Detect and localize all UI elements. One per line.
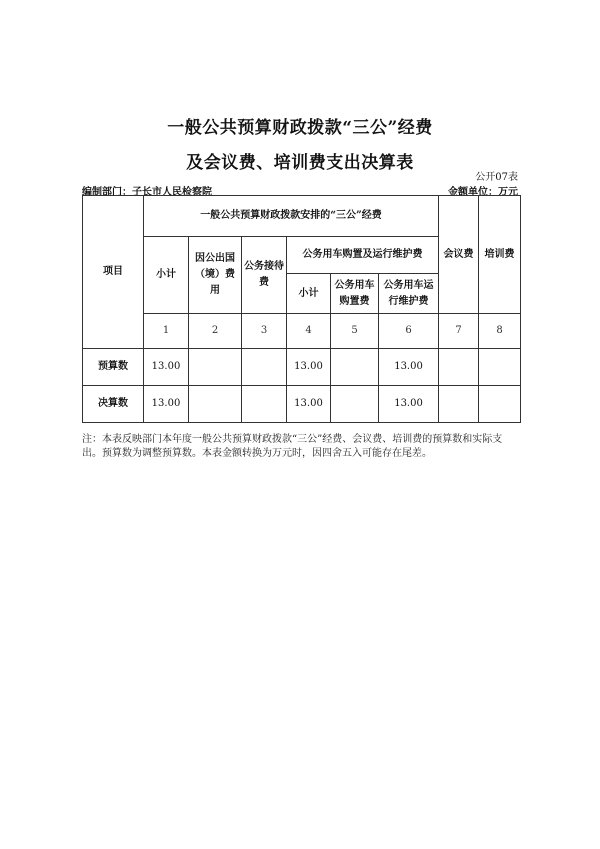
cell-budget-training	[479, 349, 521, 386]
cell-actual-vehicle-operation: 13.00	[379, 386, 439, 423]
column-index: 4	[287, 314, 331, 349]
cell-actual-training	[479, 386, 521, 423]
header-vehicle-operation: 公务用车运行维护费	[379, 274, 439, 314]
header-item: 项目	[83, 196, 144, 349]
cell-budget-vehicle-subtotal: 13.00	[287, 349, 331, 386]
table-row-budget	[83, 349, 521, 386]
column-index: 8	[479, 314, 521, 349]
expenditure-table	[82, 195, 521, 423]
column-index: 1	[144, 314, 189, 349]
header-reception-fee: 公务接待费	[242, 237, 287, 314]
header-meeting-fee: 会议费	[439, 196, 479, 314]
cell-budget-reception	[242, 349, 287, 386]
cell-budget-meeting	[439, 349, 479, 386]
cell-actual-abroad	[189, 386, 242, 423]
header-vehicle-subtotal: 小计	[287, 274, 331, 314]
cell-actual-meeting	[439, 386, 479, 423]
cell-actual-subtotal: 13.00	[144, 386, 189, 423]
report-title-line2: 及会议费、培训费支出决算表	[186, 153, 414, 173]
table-row-actual	[83, 386, 521, 423]
row-label-budget: 预算数	[83, 349, 144, 386]
form-code: 公开07表	[475, 172, 518, 183]
row-label-actual: 决算数	[83, 386, 144, 423]
department-label: 编制部门：子长市人民检察院	[82, 187, 212, 198]
cell-budget-vehicle-operation: 13.00	[379, 349, 439, 386]
header-abroad-fee: 因公出国（境）费用	[189, 237, 242, 314]
header-subtotal: 小计	[144, 237, 189, 314]
header-vehicle-purchase: 公务用车购置费	[331, 274, 379, 314]
report-title-line1: 一般公共预算财政拨款“三公”经费	[167, 118, 433, 138]
column-index: 7	[439, 314, 479, 349]
cell-budget-abroad	[189, 349, 242, 386]
table-footnote: 注：本表反映部门本年度一般公共预算财政拨款“三公”经费、会议费、培训费的预算数和实际支出。预算数为调整预算数。本表金额转换为万元时，因四舍五入可能存在尾差。	[82, 434, 503, 459]
column-index: 3	[242, 314, 287, 349]
header-three-public-group: 一般公共预算财政拨款安排的“三公”经费	[144, 196, 439, 237]
cell-budget-subtotal: 13.00	[144, 349, 189, 386]
cell-actual-vehicle-purchase	[331, 386, 379, 423]
header-vehicle-group: 公务用车购置及运行维护费	[287, 237, 439, 274]
column-index: 6	[379, 314, 439, 349]
column-index: 2	[189, 314, 242, 349]
cell-budget-vehicle-purchase	[331, 349, 379, 386]
header-training-fee: 培训费	[479, 196, 521, 314]
column-index: 5	[331, 314, 379, 349]
cell-actual-vehicle-subtotal: 13.00	[287, 386, 331, 423]
unit-label: 金额单位：万元	[448, 187, 518, 198]
cell-actual-reception	[242, 386, 287, 423]
